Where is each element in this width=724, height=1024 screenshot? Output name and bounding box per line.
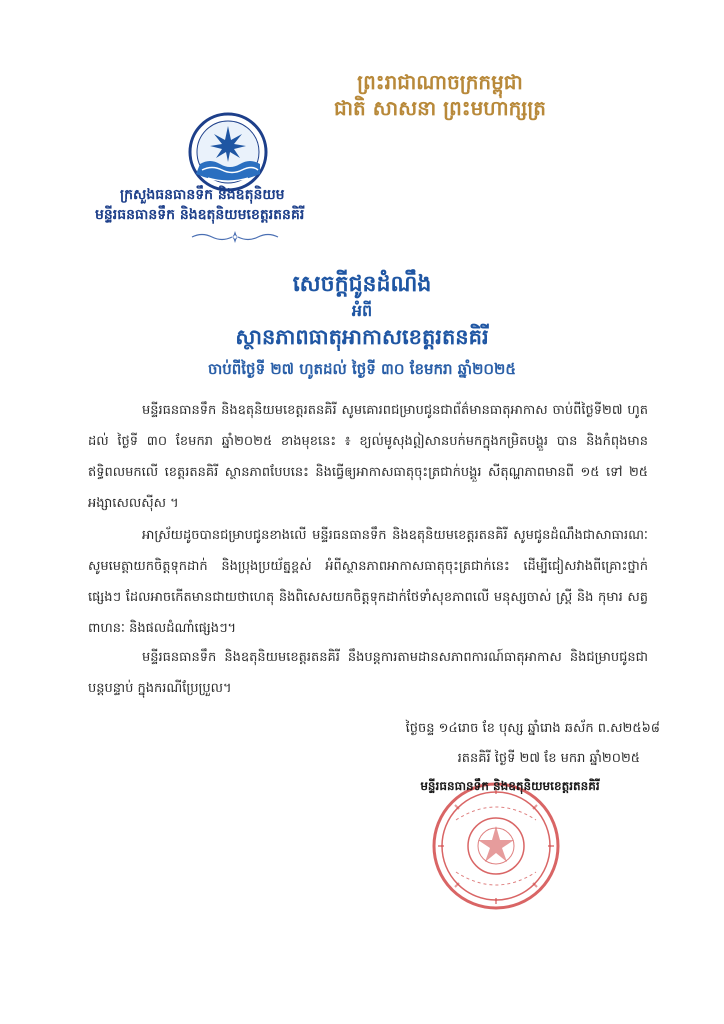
signing-date: រតនគិរី ថ្ងៃទី ២៧ ខែ មករា ឆ្នាំ២០២៥ [457, 751, 640, 766]
announcement-period: ចាប់ពីថ្ងៃទី ២៧ ហូតដល់ ថ្ងៃទី ៣០ ខែមករា ឆ្នាំ២០២៥ [207, 360, 517, 378]
body-paragraph-2 [88, 520, 648, 644]
announcement-title: សេចក្តីជូនដំណឹង [292, 272, 432, 297]
body-paragraph-3 [88, 642, 648, 704]
paragraph-2-text: អាស្រ័យដូចបានជម្រាបជូនខាងលើ មន្ទីរធនធានទឹក និងឧតុនិយមខេត្តរតនគិរី សូមជូនដំណឹងជាសាធារណៈ សូមមេត្តាយកចិត្តទុកដាក់ និងប្រុងប្រយ័ត្នខ្ពស់ អំពីស្ថានភាពអាកាសធាតុចុះត្រជាក់នេះ ដើម្បីជៀសវាងពីគ្រោះថ្នាក់ផ្សេងៗ ដែលអាចកើតមានជាយថាហេតុ និងពិសេសយកចិត្តទុកដាក់ថែទាំសុខភាពលើ មនុស្សចាស់ ស្ត្រី និង កុមារ សត្វពាហនៈ និងផលដំណាំផ្សេងៗ។ [88, 528, 648, 636]
national-motto: ជាតិ សាសនា ព្រះមហាក្សត្រ [334, 96, 546, 120]
announcement-subject: ស្ថានភាពធាតុអាកាសខេត្តរតនគិរី [235, 325, 489, 349]
signatory-office: មន្ទីរធនធានទឹក និងឧតុនិយមខេត្តរតនគិរី [420, 779, 600, 793]
official-red-seal-icon [430, 780, 562, 912]
announcement-about: អំពី [351, 301, 373, 320]
kingdom-title: ព្រះរាជាណាចក្រកម្ពុជា [357, 70, 523, 94]
ornament-divider-icon [190, 230, 280, 244]
ministry-name: ក្រសួងធនធានទឹក និងឧតុនិយម [120, 187, 285, 203]
lunar-date: ថ្ងៃចន្ទ ១៤រោច ខែ បុស្ស ឆ្នាំរោង ឆស័ក ព.ស២៥៦៨ [405, 721, 660, 736]
paragraph-1-text: មន្ទីរធនធានទឹក និងឧតុនិយមខេត្តរតនគិរី សូមគោរពជម្រាបជូនជាព័ត៌មានធាតុអាកាស ចាប់ពីថ្ងៃទី២៧ ហូតដល់ ថ្ងៃទី ៣០ ខែមករា ឆ្នាំ២០២៥ ខាងមុខនេះ ៖ ខ្យល់មូសុងឦសានបក់មកក្នុងកម្រិតបង្គួរ បាន និងកំពុងមានឥទ្ធិពលមកលើ ខេត្តរតនគិរី ស្ថានភាពបែបនេះ និងធ្វើឲ្យអាកាសធាតុចុះត្រជាក់បង្គួរ សីតុណ្ហភាពមានពី ១៥ ទៅ ២៥ អង្សាសេលស៊ីស ។ [88, 403, 648, 511]
body-paragraph-1 [88, 395, 648, 519]
ministry-water-resources-logo-icon [188, 112, 268, 192]
paragraph-3-text: មន្ទីរធនធានទឹក និងឧតុនិយមខេត្តរតនគិរី នឹងបន្តការតាមដានសភាពការណ៍ធាតុអាកាស និងជម្រាបជូនជាបន្តបន្ទាប់ ក្នុងករណីប្រែប្រួល។ [88, 650, 648, 696]
department-name: មន្ទីរធនធានទឹក និងឧតុនិយមខេត្តរតនគិរី [95, 207, 305, 223]
